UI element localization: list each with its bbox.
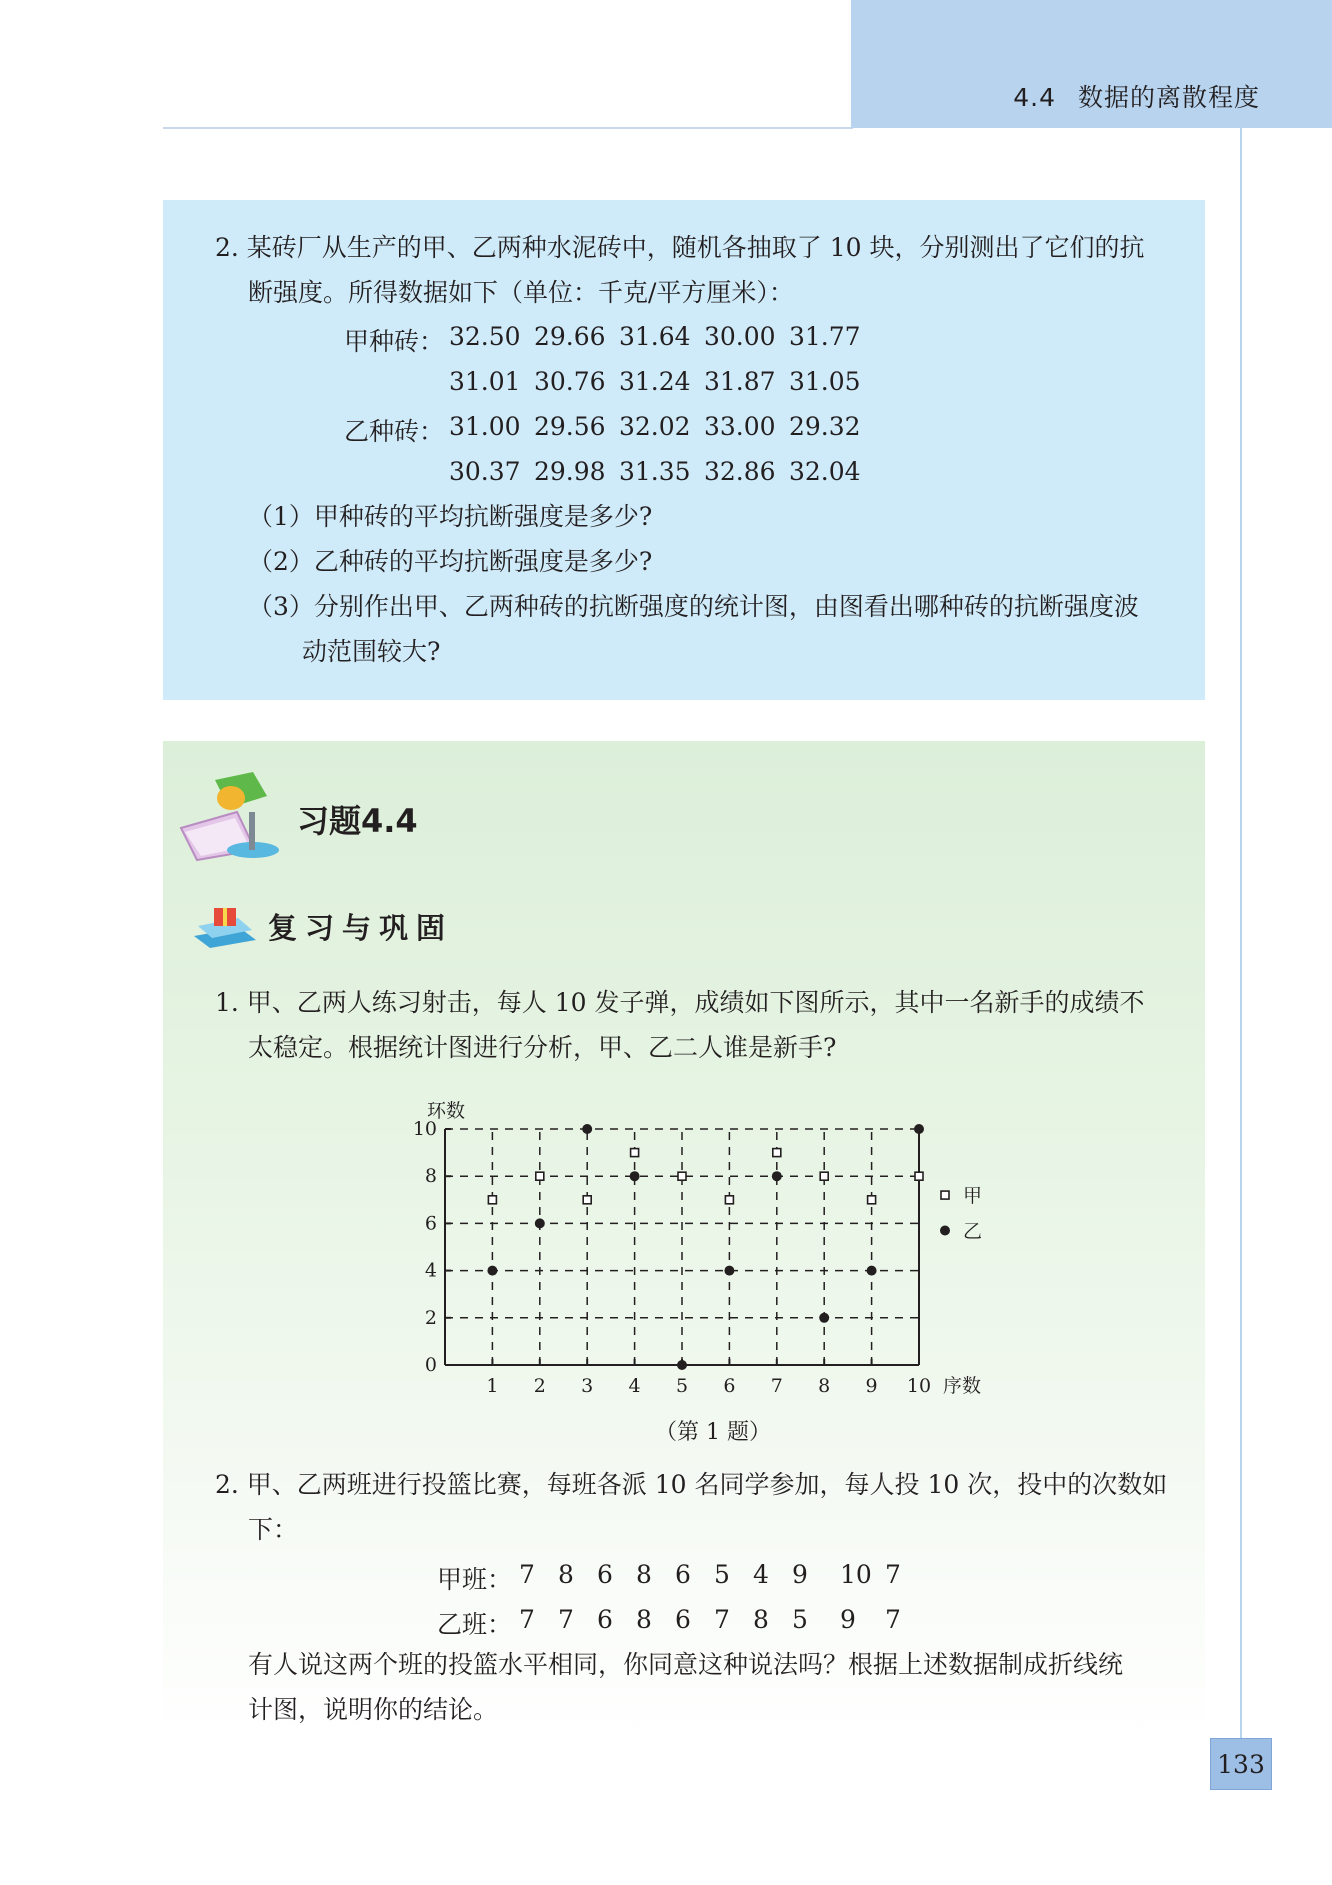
point-yi	[724, 1266, 734, 1276]
brick-value: 31.01	[449, 367, 521, 396]
x-tick-label: 10	[906, 1375, 932, 1397]
header-rule	[163, 127, 853, 129]
point-yi	[867, 1266, 877, 1276]
x-tick-label: 8	[818, 1375, 831, 1397]
x-tick-label: 5	[675, 1375, 689, 1397]
x-tick-label: 6	[723, 1375, 736, 1397]
exercise-2-line-4: 计图，说明你的结论。	[248, 1695, 499, 1724]
brick-value: 30.00	[704, 322, 776, 351]
brick-value: 29.66	[534, 322, 606, 351]
x-tick-label: 9	[865, 1375, 878, 1397]
chart-svg	[380, 1090, 1000, 1410]
y-tick-label: 2	[424, 1306, 437, 1329]
exercise-2-line-3: 有人说这两个班的投篮水平相同，你同意这种说法吗？根据上述数据制成折线统	[248, 1650, 1124, 1679]
shot-count: 7	[885, 1560, 901, 1589]
desk-lamp-book-icon	[175, 768, 285, 863]
shot-count: 7	[558, 1605, 574, 1634]
y-axis-label: 环数	[427, 1100, 466, 1122]
problem-2-line-1: 2. 某砖厂从生产的甲、乙两种水泥砖中，随机各抽取了 10 块，分别测出了它们的抗	[215, 233, 1145, 262]
point-jia	[583, 1196, 591, 1204]
yi-label-1: 乙种砖：	[344, 417, 445, 446]
y-tick-label: 8	[424, 1165, 437, 1188]
brick-value: 31.35	[619, 457, 691, 486]
shot-count: 7	[519, 1605, 535, 1634]
y-tick-label: 4	[424, 1259, 437, 1282]
question-1: （1）甲种砖的平均抗断强度是多少?	[248, 502, 653, 531]
figure-caption: （第 1 题）	[655, 1420, 771, 1445]
point-yi	[630, 1171, 640, 1181]
x-tick-label: 3	[581, 1375, 594, 1397]
x-tick-label: 1	[486, 1375, 499, 1397]
point-jia	[868, 1196, 876, 1204]
point-jia	[678, 1172, 686, 1180]
point-yi	[677, 1360, 687, 1370]
exercise-2-line-1: 2. 甲、乙两班进行投篮比赛，每班各派 10 名同学参加，每人投 10 次，投中的次数如	[215, 1470, 1168, 1499]
shot-count: 8	[558, 1560, 574, 1589]
brick-value: 31.24	[619, 367, 691, 396]
brick-value: 33.00	[704, 412, 776, 441]
brick-value: 31.77	[789, 322, 861, 351]
question-2: （2）乙种砖的平均抗断强度是多少?	[248, 547, 653, 576]
legend-marker-jia	[941, 1191, 949, 1199]
point-jia	[631, 1149, 639, 1157]
class-jia-label: 甲班：	[437, 1565, 513, 1594]
point-yi	[582, 1124, 592, 1134]
x-axis-label: 序数	[943, 1375, 982, 1397]
shot-count: 8	[636, 1560, 652, 1589]
legend-label-yi: 乙	[963, 1220, 983, 1243]
y-tick-label: 6	[424, 1212, 437, 1235]
brick-value: 29.32	[789, 412, 861, 441]
point-jia	[820, 1172, 828, 1180]
brick-value: 29.98	[534, 457, 606, 486]
x-tick-label: 2	[533, 1375, 546, 1397]
brick-value: 32.02	[619, 412, 691, 441]
page-number: 133	[1210, 1738, 1272, 1790]
shot-count: 10	[840, 1560, 872, 1589]
y-tick-label: 0	[424, 1354, 437, 1376]
class-yi-label: 乙班：	[437, 1610, 513, 1639]
exercise-1-line-1: 1. 甲、乙两人练习射击，每人 10 发子弹，成绩如下图所示，其中一名新手的成绩不	[215, 988, 1145, 1017]
section-heading: 复习与巩固	[268, 911, 454, 945]
shot-count: 8	[636, 1605, 652, 1634]
x-tick-label: 7	[770, 1375, 783, 1397]
point-yi	[914, 1124, 924, 1134]
point-jia	[725, 1196, 733, 1204]
shot-count: 7	[714, 1605, 730, 1634]
shot-count: 6	[675, 1605, 691, 1634]
brick-value: 29.56	[534, 412, 606, 441]
point-jia	[773, 1149, 781, 1157]
point-yi	[819, 1313, 829, 1323]
brick-value: 31.00	[449, 412, 521, 441]
shot-count: 5	[792, 1605, 808, 1634]
shot-count: 9	[840, 1605, 856, 1634]
shot-count: 7	[885, 1605, 901, 1634]
brick-value: 32.50	[449, 322, 521, 351]
shooting-chart	[380, 1090, 1000, 1414]
shot-count: 8	[753, 1605, 769, 1634]
legend-marker-yi	[940, 1225, 950, 1235]
x-tick-label: 4	[628, 1375, 641, 1397]
brick-value: 32.86	[704, 457, 776, 486]
brick-value: 31.87	[704, 367, 776, 396]
shot-count: 5	[714, 1560, 730, 1589]
point-jia	[536, 1172, 544, 1180]
shot-count: 6	[597, 1605, 613, 1634]
question-3-line-1: （3）分别作出甲、乙两种砖的抗断强度的统计图，由图看出哪种砖的抗断强度波	[248, 592, 1139, 621]
margin-line	[1240, 128, 1242, 1740]
jia-label-1: 甲种砖：	[344, 327, 445, 356]
brick-value: 30.76	[534, 367, 606, 396]
problem-2-line-2: 断强度。所得数据如下（单位：千克/平方厘米）：	[248, 278, 794, 307]
point-jia	[488, 1196, 496, 1204]
exercise-title: 习题4.4	[297, 802, 418, 840]
brick-value: 31.64	[619, 322, 691, 351]
point-jia	[915, 1172, 923, 1180]
brick-value: 30.37	[449, 457, 521, 486]
y-tick-label: 10	[412, 1118, 437, 1140]
section-number: 4.4	[1013, 83, 1056, 112]
stacked-books-icon	[190, 906, 262, 950]
shot-count: 6	[597, 1560, 613, 1589]
shot-count: 9	[792, 1560, 808, 1589]
shot-count: 7	[519, 1560, 535, 1589]
exercise-2-line-2: 下：	[248, 1515, 299, 1544]
legend-label-jia: 甲	[963, 1185, 983, 1208]
running-header	[1013, 78, 1260, 114]
point-yi	[487, 1266, 497, 1276]
point-yi	[772, 1171, 782, 1181]
exercise-1-line-2: 太稳定。根据统计图进行分析，甲、乙二人谁是新手?	[248, 1033, 837, 1062]
section-title: 数据的离散程度	[1077, 83, 1260, 112]
brick-value: 32.04	[789, 457, 861, 486]
shot-count: 6	[675, 1560, 691, 1589]
question-3-line-2: 动范围较大?	[302, 637, 441, 666]
shot-count: 4	[753, 1560, 769, 1589]
point-yi	[535, 1218, 545, 1228]
brick-value: 31.05	[789, 367, 861, 396]
